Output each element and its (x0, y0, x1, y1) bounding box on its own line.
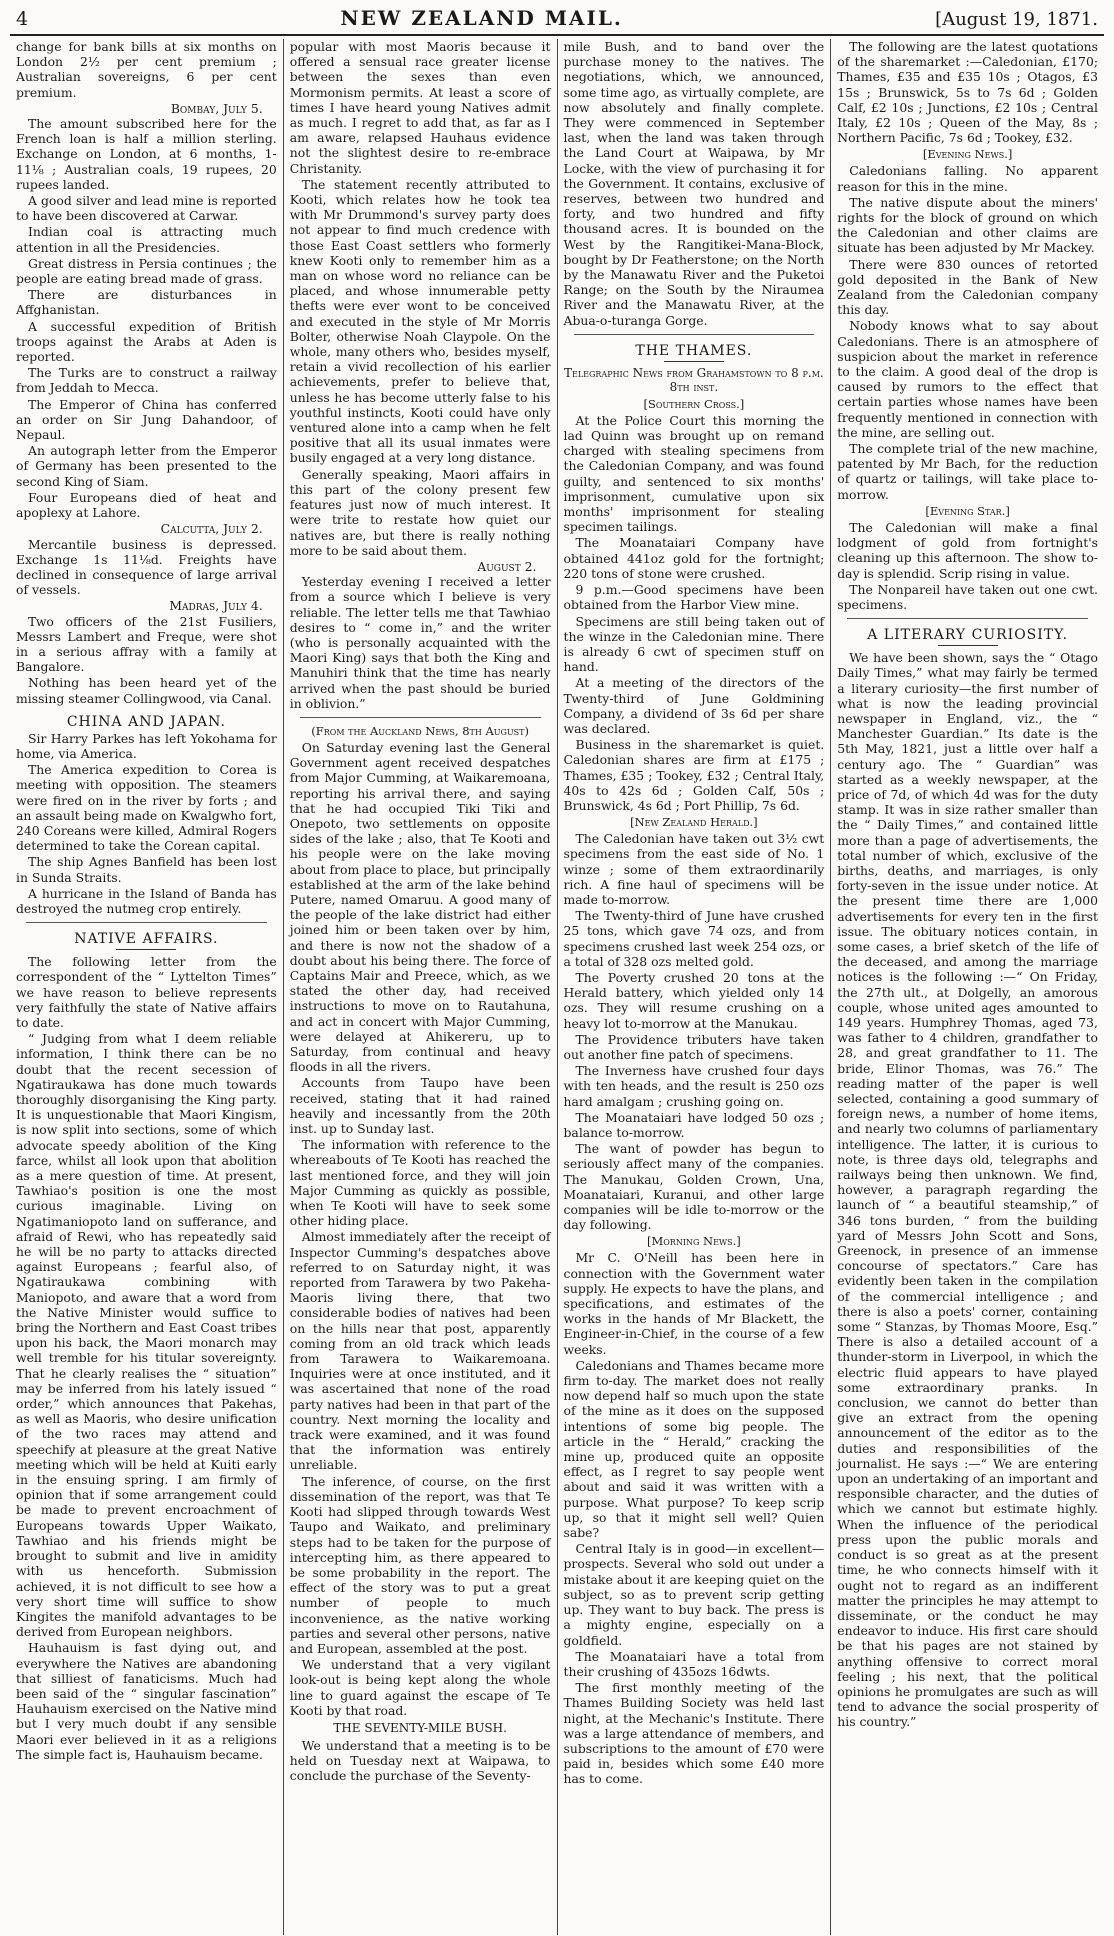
paragraph: On Saturday evening last the General Government agent received despatches from Major Cumming, at Waikaremoana, reporting his arrival there, and saying that he had occupied Tiki Tiki and Onepoto, two settlements on opposite sides of the lake ; also, that Te Kooti and his people were on the lake moving about from place to place, but principally established at the arm of the lake behind Putere, named Omaruu. A good many of the people of the lake district had either joined him or been taken over by him, and there is now not the shadow of a doubt about his being there. The force of Captains Mair and Preece, which, as we stated the other day, had received instructions to move on to Rautahuna, and act in concert with Major Cumming, were delayed at Ahikereru, up to Saturday, from continual and heavy floods in all the rivers. (289, 739, 551, 1075)
paragraph: A successful expedition of British troops against the Arabs at Aden is reported. (16, 318, 277, 365)
paragraph: The first monthly meeting of the Thames Building Society was held last night, at the Mechanic's Institute. There was a large attendance of members, and subscriptions to the amount of £70 were paid in, besides which some £40 more has to come. (563, 1680, 825, 1787)
columns (10, 39, 1104, 1935)
paragraph: Sir Harry Parkes has left Yokohama for home, via America. (16, 730, 277, 761)
page-number: 4 (16, 8, 29, 30)
dateline-calcutta: Calcutta, July 2. (160, 521, 263, 537)
column-3 (557, 39, 831, 1935)
paragraph: There are disturbances in Affghanistan. (16, 287, 277, 318)
paragraph: popular with most Maoris because it offered a sensual race greater license between the sexes than even Mormonism permits. At least a score of times I have heard young Natives admit as much. I regret to add that, as far as I am aware, relapsed Hauhaus evidence not the slightest desire to re-embrace Christanity. (289, 39, 551, 176)
paragraph: Nothing has been heard yet of the missing steamer Collingwood, via Canal. (16, 675, 277, 706)
paragraph: Indian coal is attracting much attention in all the Presidencies. (16, 224, 277, 255)
paragraph: The complete trial of the new machine, patented by Mr Bach, for the reduction of quartz or tailings, will take place to-morrow. (837, 441, 1098, 502)
section-heading-thames: THE THAMES. (635, 342, 753, 359)
column-2 (283, 39, 557, 1935)
paragraph: mile Bush, and to band over the purchase money to the natives. The negotiations, which, we announced, some time ago, as virtually complete, are now absolutely and finally complete. They were commenced in September last, when the land was taken through the Land Court at Waipawa, by Mr Locke, with the view of purchasing it for the Government. It contains, exclusive of reserves, between two hundred and forty, and two hundred and fifty thousand acres. It is bounded on the West by the Rangitikei-Mana-Block, bought by Dr Featherstone; on the North by the Manawatu River and the Puketoi Range; on the South by the Niraumea River and the Manawatu River, at the Abua-o-turanga Gorge. (563, 39, 825, 328)
source-evening-star: [Evening Star.] (925, 503, 1010, 518)
paragraph: The inference, of course, on the first dissemination of the report, was that Te Kooti had slipped through towards West Taupo and Waikato, and preliminary steps had to be taken for the purpose of intercepting him, as there appeared to be some probability in the report. The effect of the story was to put a great number of people to much inconvenience, as the native working parties and several other persons, native and European, assembled at the post. (289, 1473, 551, 1656)
paragraph: The statement recently attributed to Kooti, which relates how he took tea with Mr Drummond's survey party does not appear to find much credence with those East Coast settlers who formerly knew Kooti only to remember him as a man on whose word no reliance can be placed, and whose innumerable petty thefts were ever wont to be conceived and executed in the style of Mr Morris Bolter, otherwise Noah Claypole. On the whole, many others who, besides myself, retain a vivid recollection of his earlier achievements, prefer to believe that, unless he has become utterly false to his youthful instincts, Kooti could have only ventured alone into a camp when he felt positive that all its usual inmates were busily engaged at a very long distance. (289, 176, 551, 466)
dateline-bombay: Bombay, July 5. (170, 100, 263, 116)
paragraph: There were 830 ounces of retorted gold deposited in the Bank of New Zealand from the Caledonian company this day. (837, 256, 1098, 318)
paragraph: The following are the latest quotations of the sharemarket :—Caledonian, £170; Thames, £35 and £35 10s ; Otagos, £3 15s ; Brunswick, 5s to 7s 6d ; Golden Calf, £2 10s ; Junctions, £2 10s ; Central Italy, £2 10s ; Queen of the May, 8s ; Northern Pacific, 7s 6d ; Tookey, £32. (837, 39, 1098, 146)
paragraph: The Twenty-third of June have crushed 25 tons, which gave 74 ozs, and from specimens crushed last week 254 ozs, or a total of 328 ozs melted gold. (563, 908, 825, 969)
paragraph: Great distress in Persia continues ; the people are eating bread made of grass. (16, 255, 277, 287)
paragraph: An autograph letter from the Emperor of Germany has been presented to the second King of Siam. (16, 443, 277, 489)
section-heading-china: CHINA AND JAPAN. (66, 713, 226, 730)
paragraph: The Poverty crushed 20 tons at the Herald battery, which yielded only 14 ozs. They will resume crushing on a heavy lot to-morrow at the Manukau. (563, 969, 825, 1031)
paragraph: Generally speaking, Maori affairs in this part of the colony present few features just now of much interest. It were trite to restate how quiet our natives are, but there is really nothing more to be said about them. (289, 466, 551, 558)
paragraph: The Moanataiari Company have obtained 441oz gold for the fortnight; 220 tons of stone were crushed. (563, 535, 825, 581)
divider (664, 361, 724, 362)
source-evening-news: [Evening News.] (922, 147, 1013, 162)
paragraph: Hauhauism is fast dying out, and everywhere the Natives are abandoning that silliest of fanaticisms. Much had been said of the “ singular fascination” Hauhauism exercised on the Native mind but I very much doubt if any sensible Maori ever believed in it as a religions The simple fact is, Hauhauism became. (16, 1640, 277, 1762)
paragraph: The information with reference to the whereabouts of Te Kooti has reached the last mentioned force, and they will join Major Cumming as quickly as possible, when Te Kooti will have to seek some other hiding place. (289, 1137, 551, 1229)
paragraph: Two officers of the 21st Fusiliers, Messrs Lambert and Freque, were shot in a serious affray with a family at Bangalore. (16, 613, 277, 675)
paragraph: The Caledonian have taken out 3½ cwt specimens from the east side of No. 1 winze ; some of them extraordinarily rich. A fine haul of specimens will be made to-morrow. (563, 831, 825, 907)
divider (847, 618, 1088, 619)
divider (300, 717, 541, 718)
paragraph: Caledonians falling. No apparent reason for this in the mine. (837, 163, 1098, 194)
divider (116, 949, 176, 950)
section-heading-native-affairs: NATIVE AFFAIRS. (74, 931, 219, 948)
divider (938, 645, 998, 646)
source-southern-cross: [Southern Cross.] (643, 396, 745, 411)
paragraph: Accounts from Taupo have been received, stating that it had rained heavily and incessantly from the 20th inst. up to Sunday last. (289, 1075, 551, 1137)
paragraph: We have been shown, says the “ Otago Daily Times,” what may fairly be termed a literary curiosity—the first number of what is now the leading provincial newspaper in England, viz., the “ Manchester Guardian.” Its date is the 5th May, 1821, just a little over half a century ago. The “ Guardian” was started as a weekly newspaper, at the price of 7d, of which 4d was for the duty stamp. It was in size rather smaller than the “ Daily Times,” and contained little more than a page of advertisements, the total number of which, exclusive of the births, deaths, and marriages, is only forty-seven in the issue under notice. At the present time there are 1,000 advertisements for every ten in the first issue. The obituary notices contain, in some cases, a brief sketch of the life of the deceased, and among the marriage notices is the following :—“ On Friday, the 27th ult., at Dolgelly, an amorous couple, whose united ages amounted to 149 years. Humphrey Thomas, aged 73, was father to 4 children, grandfather to 28, and great grandfather to 11. The bride, Elinor Thomas, was 76.” The reading matter of the paper is well selected, containing a good summary of foreign news, a number of home items, and nearly two columns of parliamentary intelligence. The latter, it is curious to note, is three days old, telegraphs and railways being then unknown. We find, however, a paragraph regarding the launch of “ a beautiful steamship,” of 346 tons burden, “ from the building yard of Messrs John Scott and Sons, Greenock, in presence of an immense concourse of spectators.” Care has evidently been taken in the compilation of the commercial intelligence ; and there is also a poets' corner, containing some “ Stanzas, by Thomas Moore, Esq.” There is also a detailed account of a thunder-storm in Liverpool, in which the electric fluid appears to have played some extraordinary pranks. In conclusion, we cannot do better than give an extract from the opening announcement of the editor as to the duties and responsibilities of the journalist. He says :—“ We are entering upon an undertaking of an important and responsible character, and the duties of which we cannot but estimate highly. When the influence of the periodical press upon the public morals and conduct is so great as at the present time, he who connects himself with it ought not to regard as an indifferent matter the principles he may attempt to disseminate, or the conduct he may endeavor to induce. His first care should be that his pages are not stained by anything offensive to correct moral feeling ; his next, that the political opinions he promulgates are such as will tend to advance the social prosperity of his country.” (837, 650, 1098, 1730)
paragraph: The Caledonian will make a final lodgment of gold from fortnight's cleaning up this afternoon. The show to-day is splendid. Scrip rising in value. (837, 519, 1098, 581)
column-1 (10, 39, 283, 1935)
paragraph: The amount subscribed here for the French loan is half a million sterling. Exchange on London, at 6 months, 1-11⅛ ; Australian coals, 19 rupees, 20 rupees landed. (16, 116, 277, 192)
paragraph: At a meeting of the directors of the Twenty-third of June Goldmining Company, a dividend of 3s 6d per share was declared. (563, 675, 825, 736)
paragraph: Four Europeans died of heat and apoplexy at Lahore. (16, 489, 277, 521)
paragraph: We understand that a very vigilant look-out is being kept along the whole line to guard against the escape of Te Kooti by that road. (289, 1657, 551, 1718)
paragraph: Central Italy is in good—in excellent—prospects. Several who sold out under a mistake about it are keeping quiet on the subject, so as to prevent scrip getting up. They want to buy back. The press is a mighty engine, especially on a goldfield. (563, 1541, 825, 1648)
dateline-madras: Madras, July 4. (169, 598, 263, 614)
source-morning-news: [Morning News.] (646, 1234, 741, 1249)
paragraph: Nobody knows what to say about Caledonians. There is an atmosphere of suspicion about the market in reference to the claim. A good deal of the drop is caused by rumors to the effect that certain parties whose names have been frequently mentioned in connection with the mine, are selling out. (837, 318, 1098, 440)
dateline-august-2: August 2. (477, 558, 537, 574)
paragraph: A hurricane in the Island of Banda has destroyed the nutmeg crop entirely. (16, 885, 277, 916)
paragraph: Mercantile business is depressed. Exchange 1s 11⅛d. Freights have declined in consequence of large arrival of vessels. (16, 536, 277, 598)
newspaper-title: NEW ZEALAND MAIL. (340, 6, 623, 30)
section-heading-literary-curiosity: A LITERARY CURIOSITY. (867, 627, 1069, 644)
column-4 (830, 39, 1104, 1935)
paragraph: The Moanataiari have lodged 50 ozs ; balance to-morrow. (563, 1109, 825, 1140)
paragraph: The Emperor of China has conferred an order on Sir Jung Dahandoor, of Nepaul. (16, 396, 277, 443)
paragraph: The Moanataiari have a total from their crushing of 435ozs 16dwts. (563, 1648, 825, 1679)
paragraph: Business in the sharemarket is quiet. Caledonian shares are firm at £175 ; Thames, £35 ; Tookey, £32 ; Central Italy, 40s to 42s 6d ; Golden Calf, 50s ; Brunswick, 4s 6d ; Port Phillip, 7s 6d. (563, 737, 825, 813)
source-auckland-news: (From the Auckland News, 8th August) (311, 723, 529, 738)
divider (26, 922, 267, 923)
paragraph: The Turks are to construct a railway from Jeddah to Mecca. (16, 365, 277, 396)
divider (574, 334, 815, 335)
paragraph: The following letter from the correspondent of the “ Lyttelton Times” we have reason to believe represents very faithfully the state of Native affairs to date. (16, 954, 277, 1030)
telegraphic-news-subhead: Telegraphic News from Grahamstown to 8 p.m. 8th inst. (564, 365, 824, 394)
paragraph: Caledonians and Thames became more firm to-day. The market does not really now depend half so much upon the state of the mine as it does on the supposed intentions of some big people. The article in the “ Herald,” cracking the mine up, produced quite an opposite effect, as I regret to say people went about and said it was written with a purpose. What purpose? To keep scrip up, so that it might sell well? Quien sabe? (563, 1357, 825, 1541)
section-heading-seventy-mile-bush: THE SEVENTY-MILE BUSH. (333, 1720, 507, 1735)
paragraph: The want of powder has begun to seriously affect many of the companies. The Manukau, Golden Crown, Una, Moanataiari, Kuranui, and other large companies will be idle to-morrow or the day following. (563, 1141, 825, 1233)
paragraph: The Providence tributers have taken out another fine patch of specimens. (563, 1031, 825, 1062)
paragraph: Specimens are still being taken out of the winze in the Caledonian mine. There is already 6 cwt of specimen stuff on hand. (563, 613, 825, 675)
paragraph: The native dispute about the miners' rights for the block of ground on which the Caledonian and other claims are situate has been adjusted by Mr Mackey. (837, 194, 1098, 256)
paragraph: At the Police Court this morning the lad Quinn was brought up on remand charged with stealing specimens from the Caledonian Company, and was found guilty, and sentenced to six months' imprisonment, cumulative upon six months' imprisonment for stealing specimen tailings. (563, 412, 825, 535)
source-nz-herald: [New Zealand Herald.] (630, 815, 758, 830)
issue-date: [August 19, 1871. (935, 9, 1098, 30)
paragraph: Mr C. O'Neill has been here in connection with the Government water supply. He expects to have the plans, and specifications, and estimates of the works in the hands of Mr Blackett, the Engineer-in-Chief, in the course of a few weeks. (563, 1250, 825, 1357)
paragraph: The Nonpareil have taken out one cwt. specimens. (837, 581, 1098, 612)
paragraph: “ Judging from what I deem reliable information, I think there can be no doubt that the recent secession of Ngatiraukawa has done much towards thoroughly disorganising the King party. It is unquestionable that Maori Kingism, is now split into sections, some of which advocate speedy abolition of the King farce, whilst all look upon that abolition as a mere question of time. At present, Tawhiao's position is one the most curious imaginable. Living on Ngatimaniopoto land on sufferance, and afraid of Rewi, who has repeatedly said he will be no party to attacks directed against Europeans ; fearful also, of Ngatiraukawa combining with Maniopoto, and aware that a word from the Native Minister would suffice to bring the Northern and East Coast tribes upon his back, the Maori monarch may well tremble for his titular sovereignty. That he clearly realises the “ situation” may be inferred from his lately issued “ order,” which announces that Pakehas, as well as Maoris, who desire unification of the two races may attend and speechify at pleasure at the great Native meeting which will be held at Kuiti early in the ensuing spring. I am firmly of opinion that if some arrangement could be made to prevent encroachment of Europeans towards Upper Waikato, Tawhiao and his friends might be brought to submit and live in amidity with us henceforth. Submission achieved, it is not difficult to see how a very short time will suffice to show Kingites the manifold advantages to be derived from European neighbors. (16, 1031, 277, 1640)
paragraph: The ship Agnes Banfield has been lost in Sunda Straits. (16, 854, 277, 885)
paragraph: The America expedition to Corea is meeting with opposition. The steamers were fired on in the river by forts ; and an assault being made on Kwalgwho fort, 240 Coreans were killed, Admiral Rogers determined to take the Corean capital. (16, 762, 277, 854)
masthead (10, 6, 1104, 36)
paragraph: 9 p.m.—Good specimens have been obtained from the Harbor View mine. (563, 582, 825, 613)
paragraph: The Inverness have crushed four days with ten heads, and the result is 250 ozs hard amalgam ; crushing going on. (563, 1063, 825, 1109)
paragraph: A good silver and lead mine is reported to have been discovered at Carwar. (16, 193, 277, 224)
paragraph: Yesterday evening I received a letter from a source which I believe is very reliable. The letter tells me that Tawhiao desires to “ come in,” and the writer (who is personally acquainted with the Maori King) says that both the King and Manuhiri think that the time has nearly arrived when the past should be buried in oblivion.” (289, 574, 551, 711)
paragraph: We understand that a meeting is to be held on Tuesday next at Waipawa, to conclude the purchase of the Seventy- (289, 1737, 551, 1784)
paragraph: Almost immediately after the receipt of Inspector Cumming's despatches above referred to on Saturday night, it was reported from Tarawera by two Pakeha-Maoris living there, that two considerable bodies of natives had been on the hills near that post, apparently coming from an old track which leads from Tarawera to Waikaremoana. Inquiries were at once instituted, and it was ascertained that none of the road party natives had been in that part of the country. Next morning the locality and track were examined, and it was found that the information was entirely unreliable. (289, 1229, 551, 1473)
paragraph: change for bank bills at six months on London 2½ per cent premium ; Australian sovereigns, 6 per cent premium. (16, 39, 277, 100)
